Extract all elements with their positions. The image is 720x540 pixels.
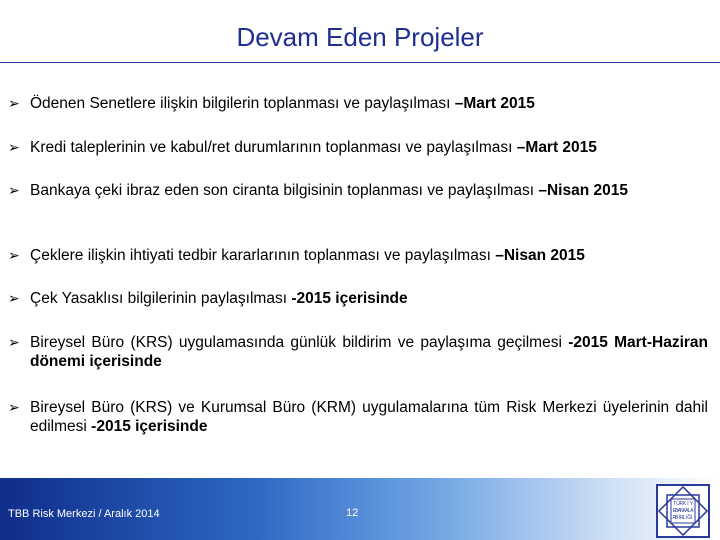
bullet-item (8, 398, 708, 436)
logo-letter: B (675, 515, 679, 521)
bullet-item (8, 181, 708, 200)
bullet-item (8, 333, 708, 371)
arrow-bullet-icon: ➢ (8, 182, 20, 198)
bullet-text: Ödenen Senetlere ilişkin bilgilerin toplanması ve paylaşılması –Mart 2015 (30, 95, 535, 112)
logo-letter: İ (686, 515, 688, 521)
footer-text: TBB Risk Merkezi / Aralık 2014 (8, 508, 160, 520)
logo-letter: A (677, 508, 681, 514)
logo-letter: N (679, 508, 684, 514)
logo-letter: E (672, 508, 676, 514)
logo-letter: İ (691, 515, 693, 521)
slide-title: Devam Eden Projeler (236, 22, 484, 52)
arrow-bullet-icon: ➢ (8, 334, 20, 350)
bullet-item (8, 289, 708, 308)
logo-letter: Y (689, 501, 694, 507)
bullet-text: Çeklere ilişkin ihtiyati tedbir kararlarının toplanması ve paylaşılması –Nisan 2015 (30, 247, 585, 264)
logo-letter: Ü (676, 501, 680, 507)
bullet-text: Bireysel Büro (KRS) uygulamasında günlük bildirim ve paylaşıma geçilmesi -2015 Mart-Haziran dönemi içerisinde (30, 334, 708, 370)
bullet-text: Kredi taleplerinin ve kabul/ret durumlarının toplanması ve paylaşılması –Mart 2015 (30, 139, 597, 156)
bullet-item (8, 138, 708, 157)
title-divider (0, 62, 720, 63)
logo-letter: L (687, 508, 691, 514)
logo-letter: B (675, 508, 679, 514)
logo-letter: İ (687, 501, 689, 507)
bullet-item (8, 94, 708, 113)
logo-letter: K (682, 501, 687, 507)
logo-letter: A (690, 508, 694, 514)
logo-letter: L (682, 515, 686, 521)
logo-letter: R (679, 515, 684, 521)
arrow-bullet-icon: ➢ (8, 399, 20, 415)
logo-letter: K (682, 508, 686, 514)
bullet-text: Bireysel Büro (KRS) ve Kurumsal Büro (KRM) uygulamalarına tüm Risk Merkezi üyelerinin dahil edilmesi -2015 içerisinde (30, 399, 708, 435)
page-number: 12 (346, 507, 359, 519)
bullet-item (8, 246, 708, 265)
bullet-text: Çek Yasaklısı bilgilerinin paylaşılması -2015 içerisinde (30, 290, 408, 307)
logo-letter: R (672, 515, 677, 521)
arrow-bullet-icon: ➢ (8, 247, 20, 263)
arrow-bullet-icon: ➢ (8, 290, 20, 306)
logo-letter: T (673, 501, 677, 507)
tbb-logo-icon (655, 483, 711, 539)
arrow-bullet-icon: ➢ (8, 139, 20, 155)
logo-letter: A (685, 508, 689, 514)
logo-letter: İ (678, 515, 680, 521)
logo-letter: R (679, 501, 684, 507)
bullet-text: Bankaya çeki ibraz eden son ciranta bilgisinin toplanması ve paylaşılması –Nisan 2015 (30, 182, 628, 199)
logo-letter: Ğ (687, 515, 692, 521)
arrow-bullet-icon: ➢ (8, 95, 20, 111)
